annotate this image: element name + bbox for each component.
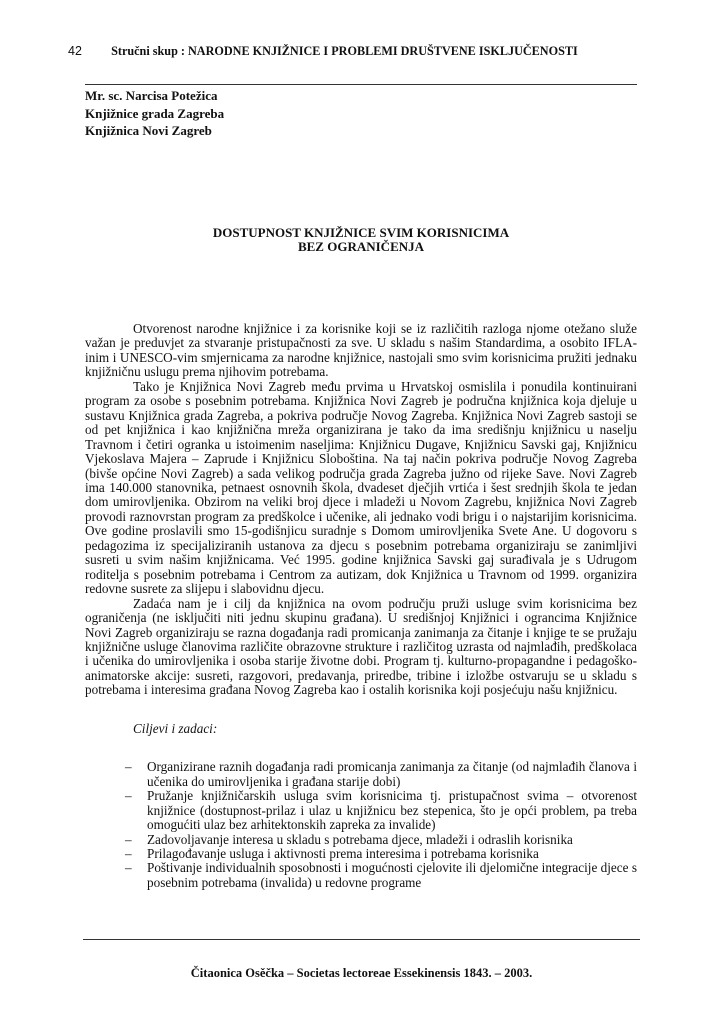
goal-text: Zadovoljavanje interesa u skladu s potrebama djece, mladeži i odraslih korisnika — [147, 831, 573, 847]
dash-bullet-icon: – — [125, 788, 132, 804]
goal-item — [125, 831, 637, 847]
author-name: Mr. sc. Narcisa Potežica — [85, 88, 218, 103]
header-rule — [85, 84, 637, 85]
goals-list — [85, 760, 637, 890]
goals-subheading: Ciljevi i zadaci: — [133, 720, 218, 736]
author-institution: Knjižnice grada Zagreba — [85, 105, 225, 121]
dash-bullet-icon: – — [125, 845, 132, 861]
author-branch: Knjižnica Novi Zagreb — [85, 123, 212, 138]
dash-bullet-icon: – — [125, 860, 132, 876]
paragraph: Tako je Knjižnica Novi Zagreb među prvima u Hrvatskoj osmislila i ponudila kontinuirani program za osobe s posebnim potrebama. Knjižnica Novi Zagreb je područna knjižnica koja djeluje u sustavu Knjižnica grada Zagreba, a pokriva područje Novog Zagreba. Knjižnica Novi Zagreb sastoji se od pet knjižnica i kao knjižnična mreža organizirana je tako da ima središnju knjižnicu u naselju Travnom i četiri ogranka u istoimenim naseljima: Knjižnicu Dugave, Knjižnicu Savski gaj, Knjižnicu Vjekoslava Majera – Zaprude i Knjižnicu Sloboština. Na taj način pokriva područje Novog Zagreba (bivše općine Novi Zagreb) a sada velikog područja grada Zagreba južno od rijeke Save. Novi Zagreb ima 140.000 stanovnika, petnaest osnovnih škola, dvadeset dječjih vrtića i šest srednjih škola te jedan dom umirovljenika. Obzirom na veliki broj djece i mladeži u Novom Zagrebu, knjižnica Novi Zagreb provodi raznovrstan program za predškolce i učenike, ali jednako vodi brigu i o najstarijim korisnicima. Ove godine proslavili smo 15-godišnjicu suradnje s Domom umirovljenika Svete Ane. U dogovoru s pedagozima iz specijaliziranih ustanova za djecu s posebnim potrebama organiziraju se zanimljivi susreti u svim našim knjižnicama. Već 1995. godine knjižnica Savski gaj surađivala je s Udrugom roditelja s posebnim potrebama i Centrom za autizam, dok Knjižnica u Travnom od 1999. organizira redovne susrete za slijepu i slabovidnu djecu. — [85, 378, 637, 597]
page-number: 42 — [68, 44, 82, 58]
article-body — [85, 322, 637, 890]
dash-bullet-icon: – — [125, 759, 132, 775]
running-header — [68, 44, 648, 59]
title-line-2: BEZ OGRANIČENJA — [297, 239, 425, 254]
title-line-1: DOSTUPNOST KNJIŽNICE SVIM KORISNICIMA — [212, 225, 510, 240]
paragraph: Otvorenost narodne knjižnice i za korisnike koji se iz različitih razloga njome otežano služe važan je preduvjet za stvaranje pristupačnosti za sve. U skladu s našim Standardima, a osobito IFLA-inim i UNESCO-vim smjernicama za narodne knjižnice, nastojali smo svim korisnicima pružiti jednaku knjižničnu uslugu prema njihovim potrebama. — [85, 321, 637, 380]
goal-text: Pružanje knjižničarskih usluga svim korisnicima tj. pristupačnost svima – otvorenost knjižnice (dostupnost-prilaz i ulaz u knjižnicu bez stepenica, što je opći problem, pa treba omogućiti ulaz bez arhitektonskih zapreka za invalide) — [147, 788, 637, 833]
footer-rule — [83, 939, 640, 940]
goal-text: Prilagođavanje usluga i aktivnosti prema interesima i potrebama korisnika — [147, 845, 539, 861]
goal-item — [125, 788, 637, 833]
goal-text: Organizirane raznih događanja radi promicanja zanimanja za čitanje (od najmlađih članova i učenika do umirovljenika i građana starije dobi) — [147, 759, 637, 789]
goal-item — [125, 860, 637, 890]
running-footer: Čitaonica Osěčka – Societas lectoreae Essekinensis 1843. – 2003. — [190, 966, 533, 980]
goal-item — [125, 759, 637, 789]
running-title: Stručni skup : NARODNE KNJIŽNICE I PROBLEMI DRUŠTVENE ISKLJUČENOSTI — [111, 44, 578, 58]
goal-text: Poštivanje individualnih sposobnosti i mogućnosti cjelovite ili djelomične integracije djece s posebnim potrebama (invalida) u redovne programe — [147, 860, 637, 890]
dash-bullet-icon: – — [125, 831, 132, 847]
goal-item — [125, 845, 637, 861]
author-block — [85, 87, 224, 140]
article-title — [85, 226, 637, 254]
paragraph: Zadaća nam je i cilj da knjižnica na ovom području pruži usluge svim korisnicima bez ograničenja (ne isključiti niti jednu skupinu građana). U središnjoj Knjižnici i ograncima Knjižnice Novi Zagreb organiziraju se razna događanja radi promicanja zanimanja za čitanje i knjige te se pružaju knjižnične usluge članovima različite obrazovne strukture i različitog uzrasta od najmlađih, predškolaca i učenika do umirovljenika i osoba starije životne dobi. Program tj. kulturno-propagandne i pedagoško-animatorske akcije: susreti, razgovori, predavanja, priredbe, tribine i izložbe ostvaruju se u skladu s potrebama i interesima građana Novog Zagreba kao i ostalih korisnika koji posjećuju našu knjižnicu. — [85, 595, 637, 698]
